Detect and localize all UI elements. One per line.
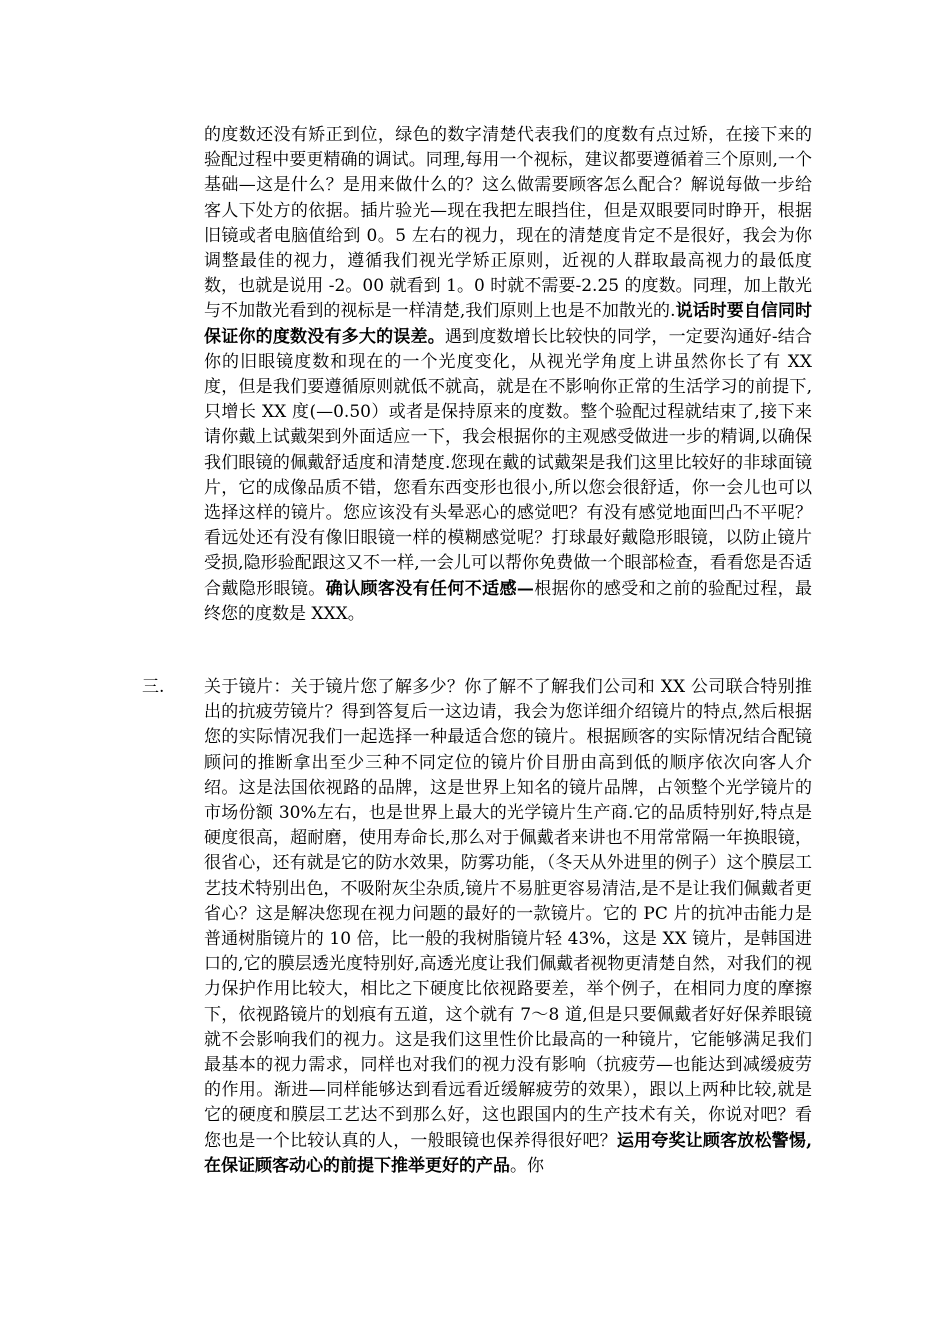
- text-run: 。你: [510, 1155, 544, 1176]
- text-run: 根据你的感受和之前的验配过程，最终您的度数是 XXX。: [204, 578, 813, 624]
- paragraph-fitting-process: [204, 123, 812, 627]
- text-run: 关于镜片：关于镜片您了解多少？你了解不了解我们公司和 XX 公司联合特别推出的抗疲劳镜片？得到答复后一这边请，我会为您详细介绍镜片的特点,然后根据您的实际情况我们一起选择一种最适合您的镜片。根据顾客的实际情况结合配镜顾问的推断拿出至少三种不同定位的镜片价目册由高到低的顺序依次向客人介绍。这是法国依视路的品牌，这是世界上知名的镜片品牌，占领整个光学镜片的市场份额 30%左右，也是世界上最大的光学镜片生产商.它的品质特别好,特点是硬度很高，超耐磨，使用寿命长,那么对于佩戴者来讲也不用常常隔一年换眼镜，很省心，还有就是它的防水效果，防雾功能，（冬天从外进里的例子）这个膜层工艺技术特别出色，不吸附灰尘杂质,镜片不易脏更容易清洁,是不是让我们佩戴者更省心？这是解决您现在视力问题的最好的一款镜片。它的 PC 片的抗冲击能力是普通树脂镜片的 10 倍，比一般的我树脂镜片轻 43%，这是 XX 镜片，是韩国进口的,它的膜层透光度特别好,高透光度让我们佩戴者视物更清楚自然，对我们的视力保护作用比较大，相比之下硬度比依视路要差，举个例子，在相同力度的摩擦下，依视路镜片的划痕有五道，这个就有 7～8 道,但是只要佩戴者好好保养眼镜就不会影响我们的视力。这是我们这里性价比最高的一种镜片，它能够满足我们最基本的视力需求，同样也对我们的视力没有影响（抗疲劳—也能达到减缓疲劳的作用。渐进—同样能够达到看远看近缓解疲劳的效果），跟以上两种比较,就是它的硬度和膜层工艺达不到那么好，这也跟国内的生产技术有关，你说对吧？看您也是一个比较认真的人，一般眼镜也保养得很好吧？: [204, 677, 812, 1151]
- bold-emphasis: 确认顾客没有任何不适感—: [325, 578, 534, 599]
- section-number: 三.: [142, 677, 165, 697]
- text-run: 的度数还没有矫正到位，绿色的数字清楚代表我们的度数有点过矫，在接下来的验配过程中要更精确的调试。同理,每用一个视标，建议都要遵循着三个原则,一个基础—这是什么？是用来做什么的？这么做需要顾客怎么配合？解说每做一步给客人下处方的依据。插片验光—现在我把左眼挡住，但是双眼要同时睁开，根据旧镜或者电脑值给到 0。5 左右的视力，现在的清楚度肯定不是很好，我会为你调整最佳的视力，遵循我们视光学矫正原则，近视的人群取最高视力的最低度数，也就是说用 -2。00 就看到 1。0 时就不需要-2.25 的度数。同理，加上散光与不加散光看到的视标是一样清楚,我们原则上也是不加散光的.: [204, 125, 812, 322]
- text-run: 遇到度数增长比较快的同学，一定要沟通好-结合你的旧眼镜度数和现在的一个光度变化，从视光学角度上讲虽然你长了有 XX 度，但是我们要遵循原则就低不就高，就是在不影响你正常的生活学习的前提下,只增长 XX 度(—0.50）或者是保持原来的度数。整个验配过程就结束了,接下来请你戴上试戴架到外面适应一下，我会根据你的主观感受做进一步的精调,以确保我们眼镜的佩戴舒适度和清楚度.您现在戴的试戴架是我们这里比较好的非球面镜片，它的成像品质不错，您看东西变形也很小,所以您会很舒适，你一会儿也可以选择这样的镜片。您应该没有头晕恶心的感觉吧？有没有感觉地面凹凸不平呢？看远处还有没有像旧眼镜一样的模糊感觉呢？打球最好戴隐形眼镜，以防止镜片受损,隐形验配跟这又不一样,一会儿可以帮你免费做一个眼部检查，看看您是否适合戴隐形眼镜。: [204, 326, 812, 599]
- bold-emphasis: 说话时要自信同时保证你的度数没有多大的误差。: [204, 301, 813, 347]
- paragraph-lens-introduction: [204, 675, 812, 1179]
- bold-emphasis: 运用夸奖让顾客放松警惕,在保证顾客动心的前提下推举更好的产品: [204, 1130, 813, 1176]
